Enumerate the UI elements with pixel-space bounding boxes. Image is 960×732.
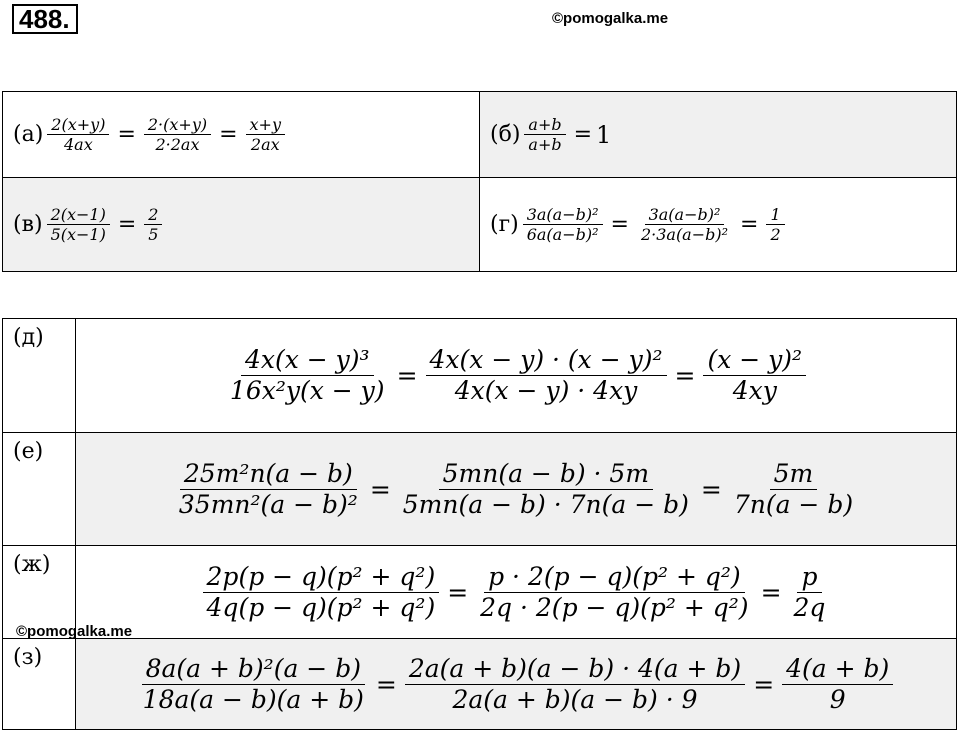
equals-sign: = bbox=[396, 361, 418, 390]
equals-sign: = bbox=[117, 122, 136, 147]
fraction: $\frac{\text{2p(p − q)(p² + q²)}}{\text{4q(p − q)(p² + q²)}}$ bbox=[203, 562, 440, 623]
label-b: (б) bbox=[490, 122, 521, 147]
fraction: $\frac{5mn(a - b) \cdot 5m}{5mn(a - b) \cdot 7n(a - b)}$ bbox=[402, 458, 689, 519]
grid-part1 bbox=[2, 91, 957, 272]
row-zh bbox=[3, 546, 956, 639]
fraction: $\frac{2a(a + b)(a - b) \cdot 4(a + b)}{2a(a + b)(a - b) \cdot 9}$ bbox=[405, 654, 745, 715]
equals-sign: = bbox=[447, 577, 469, 607]
fraction: $\frac{x+y}{2ax}$ bbox=[246, 115, 285, 154]
label-a: (а) bbox=[13, 122, 44, 147]
equals-sign: = bbox=[219, 122, 238, 147]
equation-d bbox=[76, 319, 956, 432]
grid-part2 bbox=[2, 318, 957, 730]
equals-sign: = bbox=[610, 212, 629, 237]
fraction: $\frac{1}{2}$ bbox=[766, 205, 784, 244]
row-e bbox=[3, 433, 956, 546]
equals-sign: = bbox=[369, 474, 391, 504]
fraction: $\frac{\text{4x(x − y)³}}{\text{16x²y(x − y)}}$ bbox=[229, 345, 385, 405]
fraction: $\frac{\text{8a(a + b)²(a − b)}}{18a(a - b)(a + b)}$ bbox=[142, 653, 364, 714]
fraction: $\frac{2(x+y)}{4ax}$ bbox=[47, 115, 109, 154]
equals-sign: = bbox=[674, 361, 696, 390]
equals-sign: = bbox=[573, 122, 593, 147]
equation-e bbox=[76, 433, 956, 545]
equation-z bbox=[76, 639, 956, 729]
label-v: (в) bbox=[13, 212, 43, 237]
problem-number: 488. bbox=[12, 4, 78, 34]
fraction: $\frac{2\cdot(x+y)}{2\cdot 2ax}$ bbox=[144, 115, 211, 154]
row-z bbox=[3, 639, 956, 729]
fraction: $\frac{p}{2q}$ bbox=[793, 561, 826, 622]
fraction: $\frac{\text{3a(a−b)²}}{\text{6a(a−b)²}}$ bbox=[523, 205, 603, 244]
fraction: $\frac{\text{3a(a−b)²}}{\text{2·3a(a−b)²}}$ bbox=[640, 204, 729, 244]
cell-v bbox=[3, 178, 480, 271]
cell-a bbox=[3, 92, 480, 178]
fraction: $\frac{\text{(x − y)²}}{4xy}$ bbox=[703, 345, 806, 406]
row-d bbox=[3, 319, 956, 433]
equals-sign: = bbox=[760, 577, 782, 607]
equals-sign: = bbox=[740, 212, 759, 237]
label-g: (г) bbox=[490, 212, 519, 237]
fraction: $\frac{5m}{7n(a - b)}$ bbox=[733, 458, 854, 519]
equals-sign: = bbox=[375, 669, 397, 699]
fraction: $\frac{\text{p · 2(p − q)(p² + q²)}}{\text{2q · 2(p − q)(p² + q²)}}$ bbox=[480, 561, 749, 622]
watermark-top: ©pomogalka.me bbox=[552, 10, 669, 27]
fraction: $\frac{\text{25m²n(a − b)}}{\text{35mn²(a − b)²}}$ bbox=[178, 458, 358, 519]
cell-g bbox=[480, 178, 956, 271]
cell-b bbox=[480, 92, 956, 178]
label-d: (д) bbox=[3, 319, 76, 432]
fraction: $\frac{2}{5}$ bbox=[144, 205, 162, 244]
equals-sign: = bbox=[700, 474, 722, 504]
equals-sign: = bbox=[117, 212, 137, 237]
watermark-middle: ©pomogalka.me bbox=[16, 623, 133, 640]
label-z: (з) bbox=[3, 639, 76, 729]
fraction: $\frac{a+b}{a+b}$ bbox=[524, 115, 565, 154]
label-e: (е) bbox=[3, 433, 76, 545]
fraction: $\frac{4(a + b)}{9}$ bbox=[782, 654, 893, 715]
fraction: $\frac{\text{4x(x − y) · (x − y)²}}{4x(x - y) \cdot 4xy}$ bbox=[426, 345, 667, 406]
fraction: $\frac{2(x-1)}{5(x-1)}$ bbox=[47, 205, 110, 244]
result-value: 1 bbox=[596, 120, 612, 149]
equation-zh bbox=[76, 546, 956, 638]
equals-sign: = bbox=[753, 669, 775, 699]
label-zh: (ж) bbox=[3, 546, 76, 638]
